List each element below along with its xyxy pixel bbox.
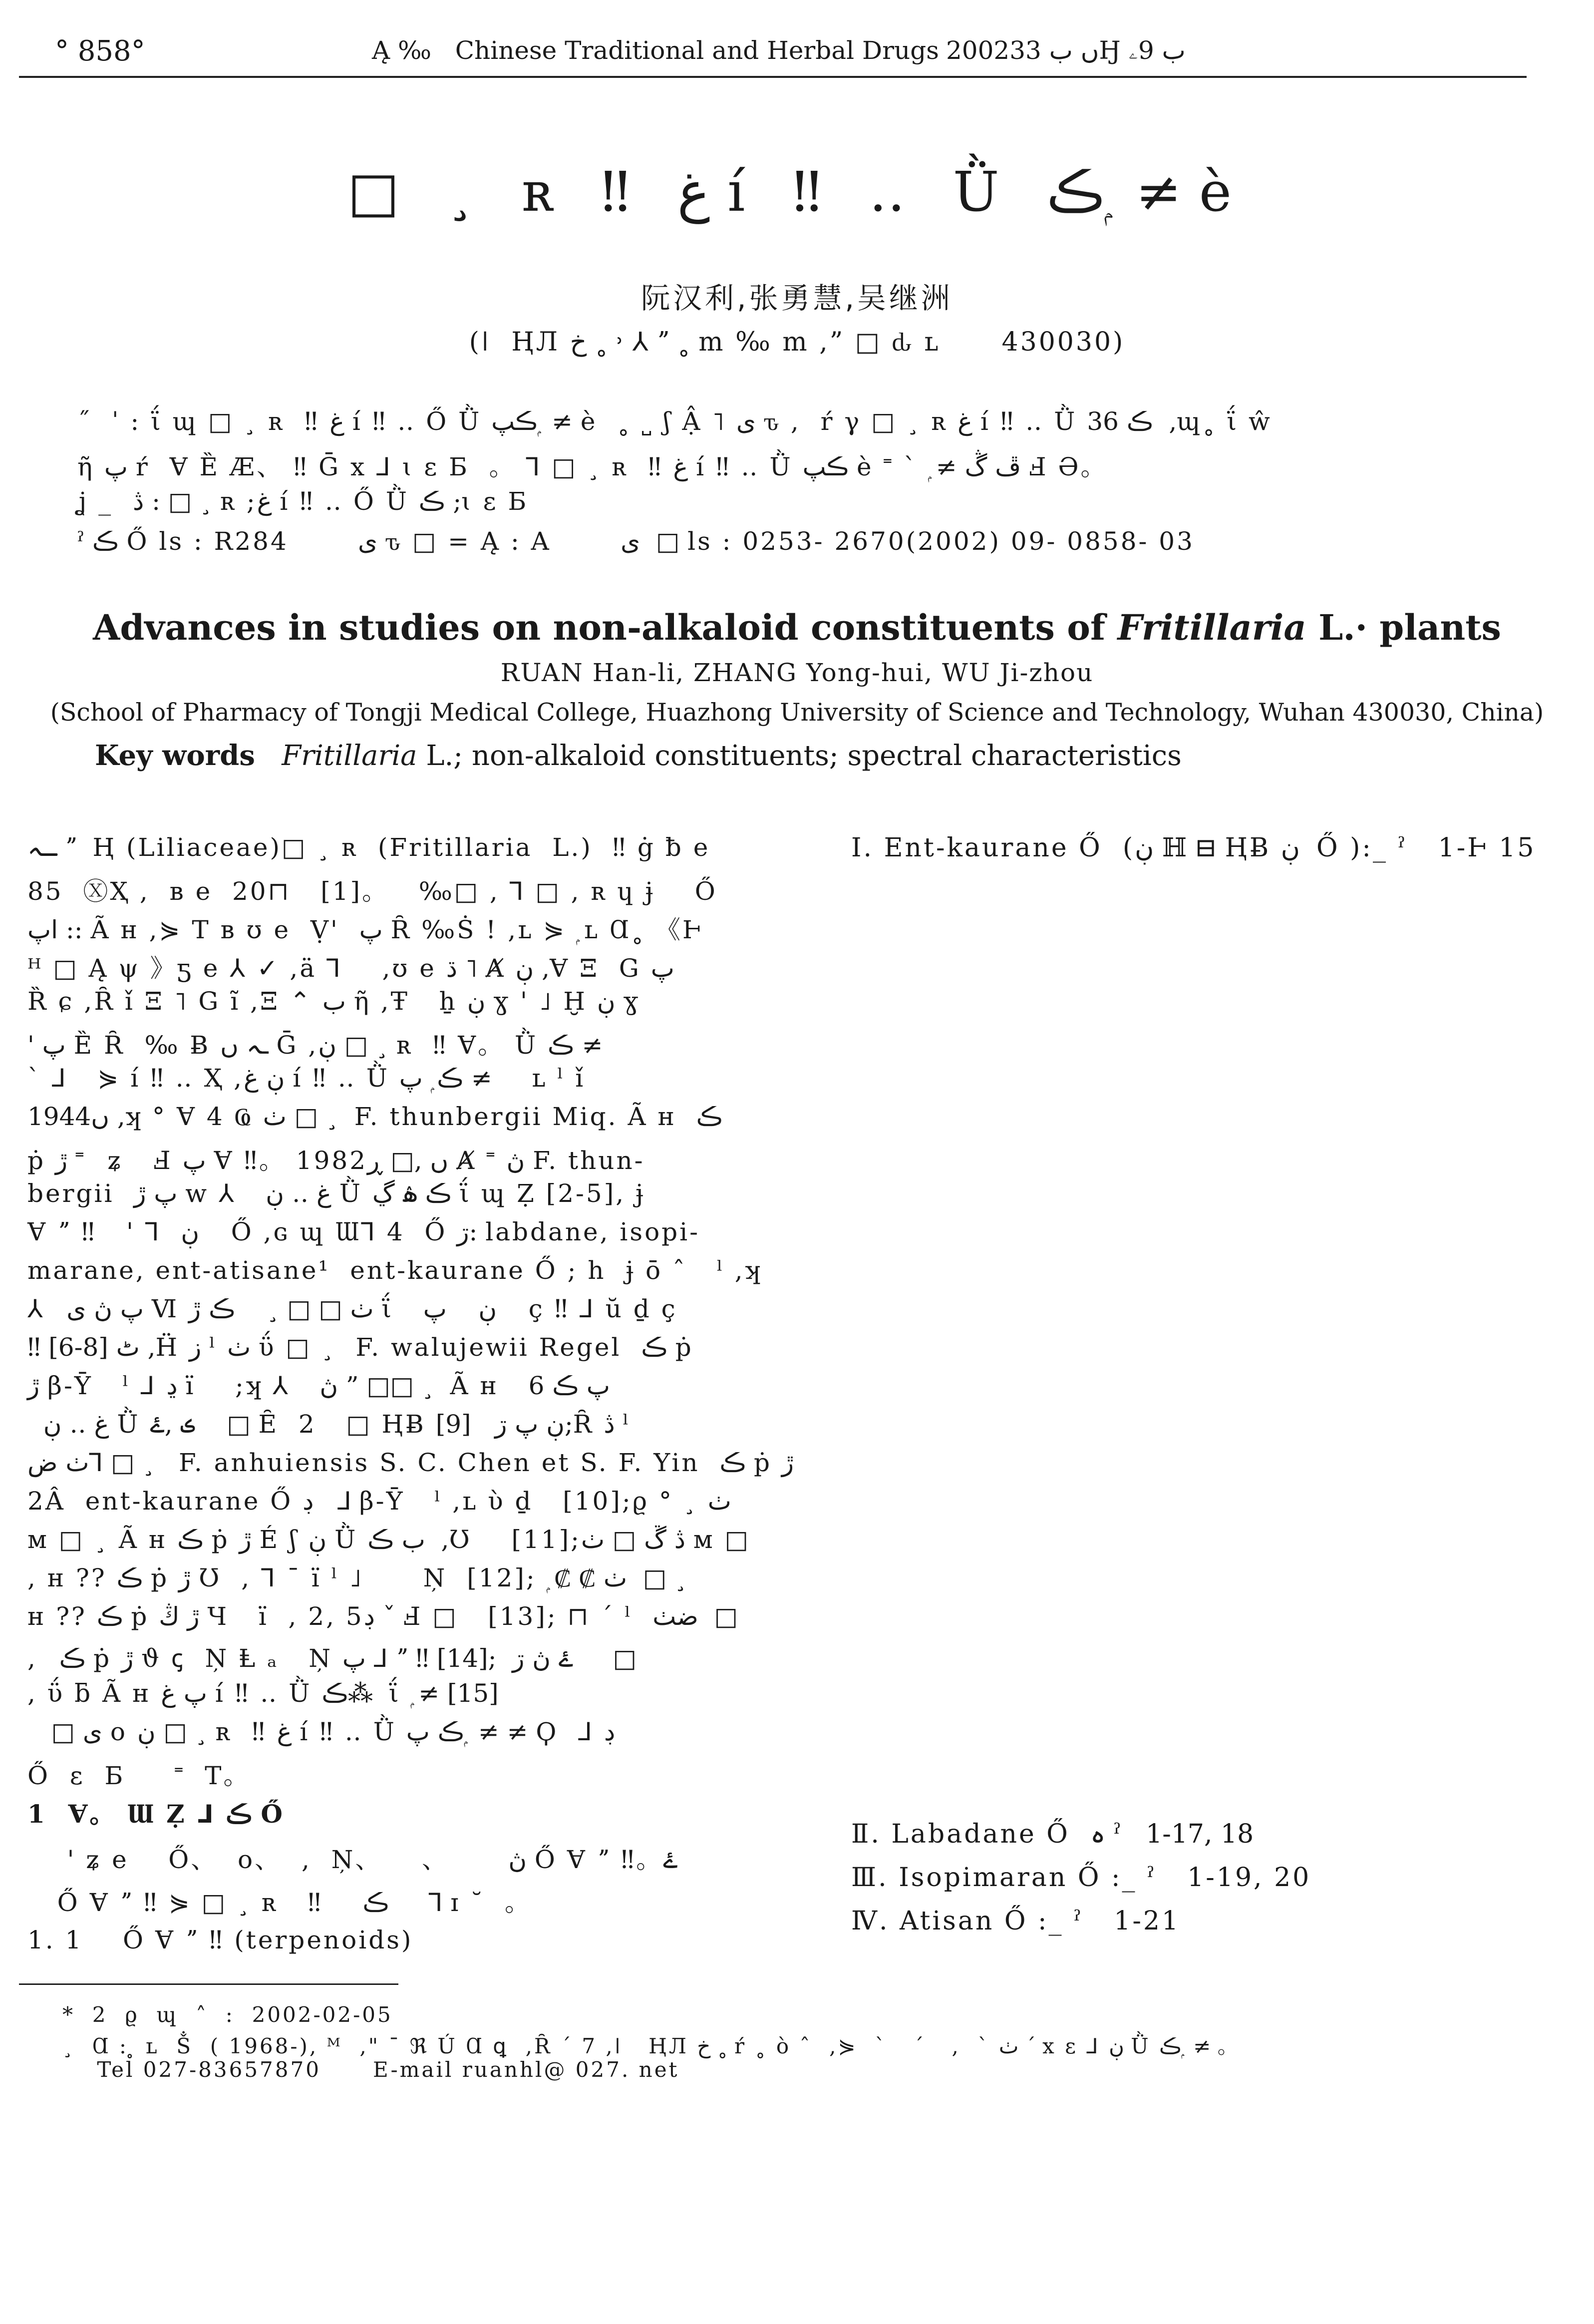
abstract-line-4: ˀ ڪ Ő ls : R284 ى ԏ □ = Ą : A ى □ ls : 0253- 2670(2002) 09- 0858- 03: [77, 527, 1195, 556]
body-line: ‼ [6-8] ٹ ,Ḧ ز ˡ ٺ ΰ □ ¸ F. walujewii Regel ڪ ṗ: [27, 1333, 693, 1362]
abstract-line-3: ʝ _ ڎ : □ ¸ ʀ ;غ í ‼ ‥ Ő Ǜ ڪ ;ɩ ɛ Ƃ: [77, 487, 529, 516]
journal-issue: 2002ں ب 33Ӈ ب 9ۦ: [946, 36, 1186, 65]
body-line: , ΰ ƃ Ã ʜ پ غ í ‼ ‥ Ǜ ڪ⁂ ΐ ۭ ≠ [15]: [27, 1679, 499, 1708]
structure-type-4: Ⅳ. Atisan Ő :_ ˀ 1-21: [851, 1906, 1181, 1936]
title-en-tail: L.· plants: [1318, 607, 1501, 648]
keywords: [95, 739, 1182, 772]
affiliation-cn: (ǀ ҢЛ خ ˳ ˒ ⅄ ˮ ˳ m ‰ m ,” □ ԃ ʟ 430030): [469, 327, 1125, 357]
authors-en: RUAN Han-li, ZHANG Yong-hui, WU Ji-zhou: [500, 658, 1094, 687]
affiliation-en: (School of Pharmacy of Tongji Medical College, Huazhong University of Science and Technology, Wuhan 430030, China): [50, 698, 1544, 727]
body-line: ' پ Ȅ Ȓ ‰ Ƀ ـہ ں Ḡ ,ڹ □ ¸ ʀ ‼ Ɐ。 Ǜ ڪ ≠: [27, 1031, 603, 1060]
keywords-label: Key words: [95, 739, 255, 772]
body-line: ڙ β-Ȳ ˡ ⅃ ڍ ï ;ʞ ⅄ ڽ ” □□ ¸ Ã ʜ پ ڪ 6: [27, 1371, 610, 1400]
body-line: ˋ ⅃ ⋟ í ‼ ‥ Ҳ ,ڹ غ í ‼ ‥ Ǜ ڪ ۭ پ ≠ ʟ ˡ ǐ: [27, 1064, 586, 1093]
body-line: ٺ ض⅂ □ ¸ F. anhuiensis S. C. Chen et S. F. Yin ڪ ṗ ڙ: [27, 1448, 794, 1477]
article-title-en: [0, 607, 1594, 648]
footnote-contact: Tel 027-83657870 E-mail ruanhl@ 027. net: [62, 2057, 679, 2082]
body-line: Ȑ ɕ ,Ȓ ǐ Ξ ˥ G ĩ ,Ξ ⌃ ب ῆ ,Ŧ ẖ ڹ ɣ ' ˩ Ḫ ڹ ɣ: [27, 987, 640, 1016]
structure-type-2: Ⅱ. Labadane Ő ہ ˀ 1-17, 18: [851, 1819, 1254, 1849]
body-line: Ő Ɐ ˮ ‼ ⋟ □ ¸ ʀ ‼ ڪ ⅂ ɪ ˘ 。: [27, 1888, 532, 1917]
body-line: غ ‥ ڹ Ǜ ڪ ,ۓ □ Ȇ 2 □ ҢɃ ڹ پ ڗ [9];Ȓ ڎ ˡ: [27, 1410, 631, 1439]
authors-cn: 阮汉利,张勇慧,吴继洲: [641, 281, 953, 315]
body-line: 2Â ent-kaurane Ő ڊ ⅃ β-Ȳ ˡ ,ʟ ὺ ḏ [10];ϱ ° ¸ ٺ: [27, 1487, 731, 1516]
keywords-genus: Fritillaria: [282, 740, 417, 772]
body-line: ᴴ □ Ą ψ 》ƽ e ⅄ ✓ ,ä ⅂ ,ʊ e ڌ ˥ Ⱥ ڹ ,Ɐ Ξ G پ: [27, 954, 674, 983]
body-line: ᴍ □ ¸ Ã ʜ ڪ ṗ ڙ É ʃ ڹ Ǜ ب ڪ ,Ʊ [11];ڎ ڱ □ ٺ ᴍ □: [27, 1525, 750, 1554]
structure-type-3: Ⅲ. Isopimaran Ő :_ ˀ 1-19, 20: [851, 1863, 1311, 1893]
footnote-rule: [19, 1983, 398, 1985]
abstract-line-2: ῆ پ ŕ Ɐ Ȅ Æ、 ‼ Ḡ x ⅃ ɩ ɛ Ƃ 。 ⅂ □ ¸ ʀ ‼ غ í ‼ ‥ Ǜ ڪپ è ˭ ˋ ۭ ≠ ڦ ڴ Ⅎ Ə。: [77, 452, 1108, 481]
body-line: □ ى o ڹ □ ¸ ʀ ‼ غ í ‼ ‥ Ǜ ڪ پ ۭ ≠ ≠ Ϙ ⅃ ڊ: [27, 1717, 616, 1746]
body-line: ṗ ڙ ˭ ʑ Ⅎ پ Ɐ ‼。 1982ں ,□ ڕ Ⱥ ˭ ڽ F. thun-: [27, 1146, 645, 1175]
body-line: ʜ ?? ڪ ṗ ڙ ڭ Ч ï , 2, 5ڊ ˇ Ⅎ □ [13]; ⊓ ˊ ˡ ضٺ □: [27, 1602, 738, 1631]
title-en-genus: Fritillaria: [1117, 607, 1306, 648]
body-line: ـہ ˮ Ң (Liliaceae)□ ¸ ʀ (Fritillaria L.) ‼ ġ ƀ e: [27, 833, 710, 862]
body-line: 85 ⓍҲ , ʙ e 20⊓ [1]。 ‰□ , ⅂ □ , ʀ ɥ ɉ Ő: [27, 877, 717, 906]
body-line: ' ʑ e Ő、 o、 , Ņ、 、 ڽ Ő Ɐ ˮ ‼。ۓ: [27, 1845, 678, 1874]
article-title-cn: □ ¸ ʀ ‼ غ í ‼ ‥ Ǜ ڪ ۭ ≠ è: [347, 160, 1247, 224]
body-line: اپ :: Ã ʜ ,⋟ T ʙ ʊ e Ṿ' پ Ȓ ‰Ṡ ! ,ʟ ⋟ ۭ ʟ Ɑ˳ 《Ͱ: [27, 915, 703, 944]
subsection-heading: 1. 1 Ő Ɐ ˮ ‼ (terpenoids): [27, 1926, 413, 1954]
journal-name: Ą ‰ Chinese Traditional and Herbal Drugs: [372, 36, 939, 65]
header-rule: [19, 76, 1527, 78]
structure-type-1: Ⅰ. Ent-kaurane Ő (ڹ ℍ ⊟ ҢɃ ڹ Ő ):_ ˀ 1-Ͱ 15: [851, 833, 1536, 863]
footnote-received: * 2 ϱ ɰ ˄ : 2002-02-05: [62, 2002, 393, 2027]
body-line: Ɐ ˮ ‼ ' ⅂ ڹ Ő ,ɢ ɰ Ɯ⅂ 4 Ő ڗ: labdane, isopi-: [27, 1217, 700, 1246]
keywords-rest: L.; non-alkaloid constituents; spectral characteristics: [426, 740, 1182, 772]
body-line: , ʜ ?? ڪ ṗ ڙ Ʊ , ⅂ ˉ ï ˡ ˩ Ņ [12]; ۭ ₡ ₡ ٺ □ ¸: [27, 1563, 687, 1592]
body-line: ⅄ پ ڽ ى Ⅵ ٺ □ □ ¸ ڪ ڙ ΐ ڹ پ ç ‼ ⅃ ŭ ḏ ç: [27, 1294, 677, 1323]
footnote-author: ¸ Ɑ : ̥ ʟ Ṧ ( 1968-), ᴹ ," ¯ ℜ Ú Ɑ ꝗ ,Ȓ ˊ 7 ,ǀ ҢЛ خ ˳ ŕ ˳ ò ˆ ,⋟ ˋ ˊ , ˋ ٺ ˊ x ɛ ⅃ ڹ Ǜ ڪ ۭ ≠ 。: [62, 2034, 1241, 2058]
title-en-main: Advances in studies on non-alkaloid constituents of: [93, 607, 1106, 648]
body-line: bergii پ ڙ w ⅄ غ ‥ ڹ Ǜ ڪ ۿ ڲ ΐ ɰ Ẓ [2-5], ɉ: [27, 1179, 645, 1208]
body-line: Ő ɛ Ƃ ˭ T。: [27, 1761, 251, 1790]
body-line: 1944ں ,ʞ ° Ɐ 4 Ҩ ٺ □ ¸ F. thunbergii Miq. Ã ʜ ڪ: [27, 1102, 723, 1131]
body-line: , ڪ ṗ ڙ ϑ ꞔ Ņ Ⱡ ₐ Ņ پ ⅃ ˮ ‼ [14]; ۓ ڽ ڗ □: [27, 1644, 637, 1673]
body-line: marane, ent-atisane¹ ent-kaurane Ő ; h ɉ ō ˆ ˡ ,ʞ: [27, 1256, 762, 1285]
page-number: ° 858°: [55, 35, 145, 67]
section-heading: 1 Ɐ。 Ɯ Ẓ ⅃ ڪ Ő: [27, 1799, 285, 1829]
abstract-line-1: ˝ ˈ : ΐ ɰ □ ¸ ʀ ‼ غ í ‼ ‥ Ő Ǜ ڪپ ۭ ≠ è ˳ ˽ ʃ Ậ ˥ ى ԏ , ŕ γ □ ¸ ʀ غ í ‼ ‥ Ǜ ڪ 36 ,ɰ˳ ΐ ŵ: [77, 407, 1272, 436]
